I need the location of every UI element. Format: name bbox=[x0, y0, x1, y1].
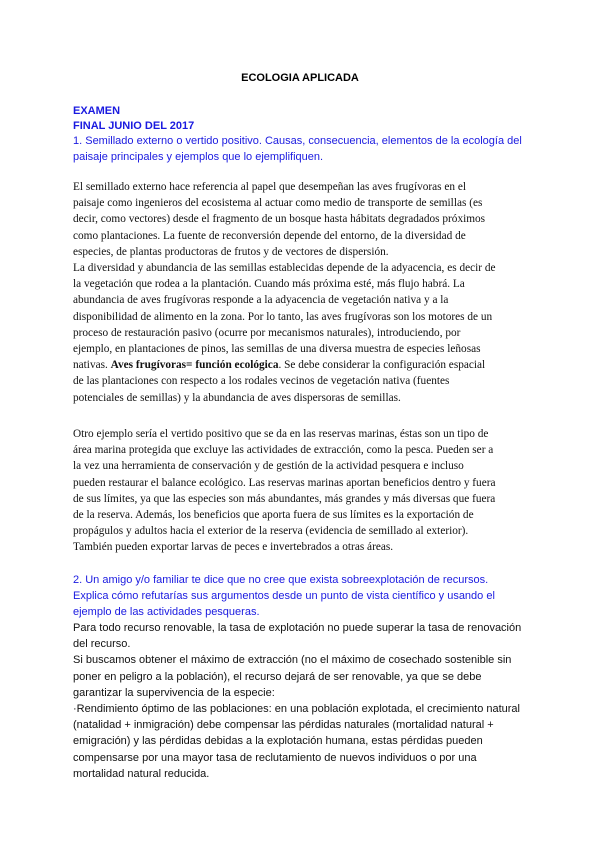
answer-1-paragraph-1 bbox=[73, 179, 528, 406]
text-line: compensarse por una mayor tasa de reclutamiento de nuevos individuos o por una bbox=[73, 751, 477, 764]
bold-key-phrase: Aves frugívoras= función ecológica bbox=[110, 359, 279, 372]
text-line: Otro ejemplo sería el vertido positivo que se da en las reservas marinas, éstas son un tipo de bbox=[73, 428, 489, 440]
text-line: propágulos y adultos hacia el exterior de la reserva (evidencia de semillado al exterior). bbox=[73, 525, 469, 538]
text-line-with-bold bbox=[73, 357, 528, 373]
question-2-line: Explica cómo refutarías sus argumentos desde un punto de vista científico y usando el bbox=[73, 590, 495, 602]
question-1 bbox=[73, 133, 528, 165]
text-line: del recurso. bbox=[73, 638, 131, 651]
text-line: paisaje como ingenieros del ecosistema al actuar como medio de transporte de semillas (es bbox=[73, 197, 483, 210]
text-line: potenciales de semillas) y la abundancia de aves dispersoras de semillas. bbox=[73, 391, 401, 404]
text-fragment: . Se debe considerar la configuración espacial bbox=[278, 359, 486, 372]
question-2-line: 2. Un amigo y/o familiar te dice que no cree que exista sobreexplotación de recursos. bbox=[73, 574, 489, 586]
answer-1-paragraph-2 bbox=[73, 426, 528, 556]
text-line: decir, como vectores) desde el fragmento de un bosque hasta hábitats degradados próximos bbox=[73, 213, 486, 226]
text-line: la vez una herramienta de conservación y de gestión de la actividad pesquera e incluso bbox=[73, 460, 464, 473]
document-title: ECOLOGIA APLICADA bbox=[241, 72, 359, 84]
text-line: la vegetación que rodea a la plantación. Cuando más próxima esté, más flujo habrá. La bbox=[73, 278, 465, 291]
text-line: También pueden exportar larvas de peces e invertebrados a otras áreas. bbox=[73, 541, 394, 554]
question-1-line: 1. Semillado externo o vertido positivo. Causas, consecuencia, elementos de la ecología del bbox=[73, 135, 522, 147]
text-line: Si buscamos obtener el máximo de extracción (no el máximo de cosechado sostenible sin bbox=[73, 654, 512, 667]
text-line: Para todo recurso renovable, la tasa de explotación no puede superar la tasa de renovación bbox=[73, 622, 522, 634]
text-line: de la reserva. Además, los beneficios que aporta fuera de sus límites es la exportación de bbox=[73, 509, 474, 522]
exam-label: EXAMEN bbox=[73, 105, 121, 117]
text-line: abundancia de aves frugívoras responde a la adyacencia de vegetación nativa y a la bbox=[73, 294, 449, 307]
text-line: especies, de plantas productoras de frutos y de vectores de dispersión. bbox=[73, 245, 389, 258]
exam-date: FINAL JUNIO DEL 2017 bbox=[73, 120, 195, 132]
text-line: La diversidad y abundancia de las semillas establecidas depende de la adyacencia, es decir de bbox=[73, 262, 496, 275]
text-line: de las plantaciones con respecto a los rodales vecinos de vegetación nativa (fuentes bbox=[73, 375, 450, 388]
text-line: El semillado externo hace referencia al papel que desempeñan las aves frugívoras en el bbox=[73, 181, 467, 193]
exam-heading bbox=[73, 104, 528, 134]
text-line: garantizar la supervivencia de la especie: bbox=[73, 686, 275, 699]
text-line: de sus límites, ya que las especies son más abundantes, más grandes y más diversas que fuera bbox=[73, 492, 496, 505]
text-line: pueden restaurar el balance ecológico. Las reservas marinas aportan beneficios dentro y fuera bbox=[73, 476, 496, 489]
text-line: disponibilidad de alimento en la zona. Por lo tanto, las aves frugívoras son los motores de un bbox=[73, 310, 493, 323]
text-line: mortalidad natural reducida. bbox=[73, 767, 210, 780]
question-2-line: ejemplo de las actividades pesqueras. bbox=[73, 606, 260, 618]
text-line: ejemplo, en plantaciones de pinos, las semillas de una diversa muestra de especies leñosas bbox=[73, 343, 481, 356]
question-2 bbox=[73, 572, 528, 620]
text-line: proceso de restauración pasivo (ocurre por mecanismos naturales), introduciendo, por bbox=[73, 326, 461, 339]
text-line: ·Rendimiento óptimo de las poblaciones: en una población explotada, el crecimiento natural bbox=[73, 703, 520, 716]
text-line: (natalidad + inmigración) debe compensar las pérdidas naturales (mortalidad natural + bbox=[73, 719, 494, 732]
text-fragment: nativas. bbox=[73, 359, 111, 372]
text-line: emigración) y las pérdidas debidas a la explotación humana, estas pérdidas pueden bbox=[73, 735, 483, 748]
text-line: área marina protegida que excluye las actividades de extracción, como la pesca. Pueden ser a bbox=[73, 444, 494, 457]
answer-2-paragraph bbox=[73, 620, 528, 782]
text-line: como plantaciones. La fuente de reconversión depende del entorno, de la diversidad de bbox=[73, 229, 466, 242]
text-line: poner en peligro a la población), el recurso dejará de ser renovable, ya que se debe bbox=[73, 670, 482, 683]
question-1-line: paisaje principales y ejemplos que lo ejemplifiquen. bbox=[73, 151, 324, 163]
